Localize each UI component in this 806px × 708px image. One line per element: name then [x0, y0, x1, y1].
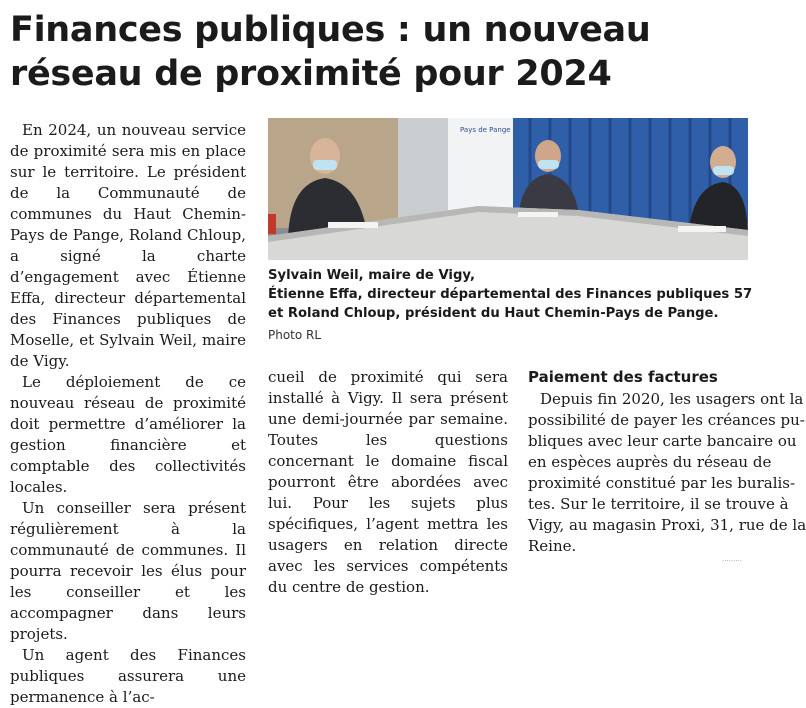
subhead-paiement: Paiement des factures: [528, 368, 718, 386]
photo-document-right: [678, 226, 726, 232]
article-column-2: [268, 367, 508, 598]
paiement-line: Reine.: [528, 537, 577, 555]
paragraph-deploiement: Le déploiement de ce nouveau réseau de proximité doit permettre d’améliorer la gestion financière et comptable des collectivités locales.: [10, 373, 246, 496]
headline-line-1: Finances publiques : un nouveau: [10, 10, 651, 50]
paiement-line: en espèces auprès du réseau de: [528, 453, 772, 471]
paiement-line: possibilité de payer les créances pu-: [528, 411, 805, 429]
paiement-line: tes. Sur le territoire, il se trouve à: [528, 495, 789, 513]
photo-document-left: [328, 222, 378, 228]
paiement-line: Vigy, au magasin Proxi, 31, rue de la: [528, 516, 806, 534]
paragraph-agent: Un agent des Finances publiques assurera une permanence à l’ac-: [10, 646, 246, 706]
photo-red-object: [268, 214, 276, 234]
page-mark: .........: [722, 555, 743, 563]
headline-line-2: réseau de proximité pour 2024: [10, 54, 612, 94]
photo-document-middle: [518, 212, 558, 217]
paiement-line: bliques avec leur carte bancaire ou: [528, 432, 797, 450]
paiement-line: proximité constitué par les buralis-: [528, 474, 796, 492]
paragraph-accueil: cueil de proximité qui sera installé à Vigy. Il sera présent une demi-journée par semaine. Toutes les questions concernant le domaine fiscal pourront être abordées avec lui. Pour les sujets plus spécifiques, l’agent mettra les usagers en relation directe avec les services compétents du centre de gestion.: [268, 368, 508, 596]
paragraph-conseiller: Un conseiller sera présent régulièrement à la communauté de communes. Il pourra recevoir les élus pour les conseiller et les accompagner dans leurs projets.: [10, 499, 246, 643]
signing-ceremony-photo: [268, 118, 748, 260]
paiement-line: Depuis fin 2020, les usagers ont la: [540, 390, 804, 408]
article-column-3: [528, 367, 806, 557]
caption-line-1: Sylvain Weil, maire de Vigy,: [268, 268, 475, 283]
photo-credit: Photo RL: [268, 328, 322, 342]
article-column-1: [10, 120, 246, 708]
caption-line-3: et Roland Chloup, président du Haut Chemin-Pays de Pange.: [268, 306, 719, 321]
headline: [10, 8, 760, 96]
caption-line-2: Étienne Effa, directeur départemental des Finances publiques 57: [268, 287, 753, 302]
article-photo: [268, 118, 748, 260]
photo-caption: [268, 266, 765, 323]
photo-banner-text: Pays de Pange: [460, 126, 511, 134]
paragraph-intro: En 2024, un nouveau service de proximité sera mis en place sur le territoire. Le président de la Communauté de communes du Haut Chemin-Pays de Pange, Roland Chloup, a signé la charte d’engagement avec Étienne Effa, directeur départemental des Finances publiques de Moselle, et Sylvain Weil, maire de Vigy.: [10, 121, 246, 370]
